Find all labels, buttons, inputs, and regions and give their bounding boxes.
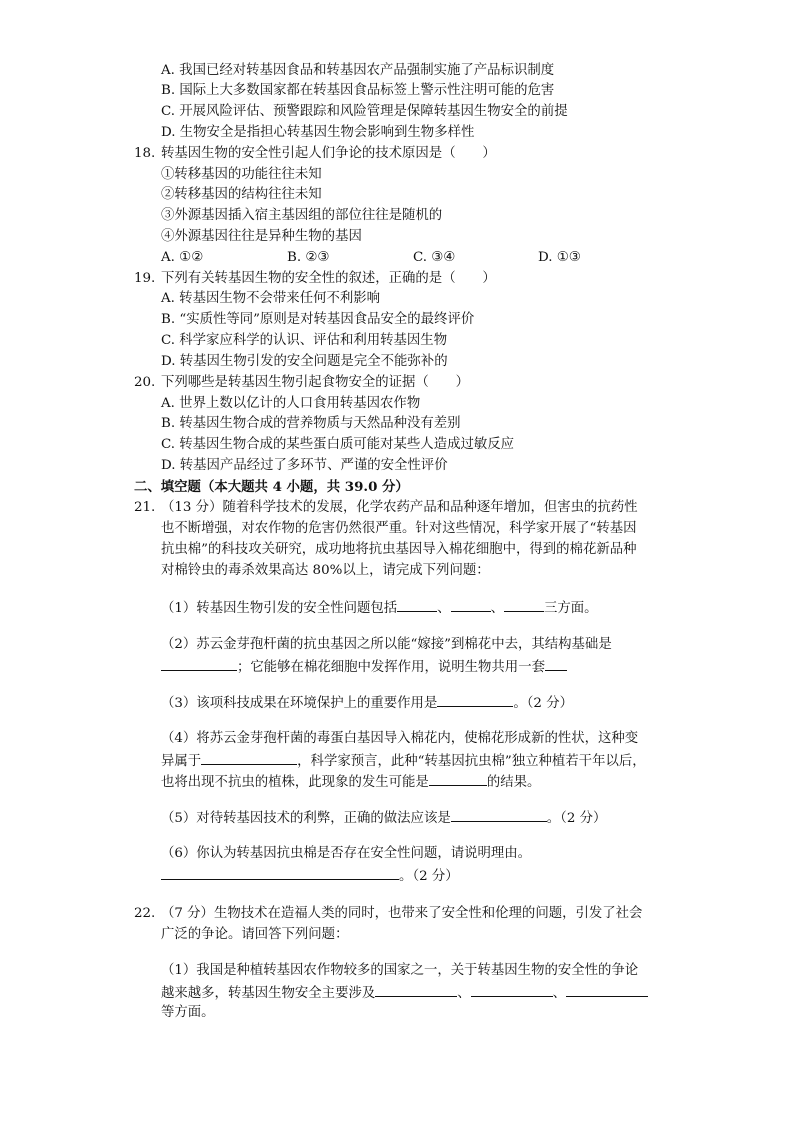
q19-option-c: C. 科学家应科学的认识、评估和利用转基因生物 — [161, 333, 448, 348]
q21-stem-line-1: （13 分）随着科学技术的发展，化学农药产品和品种逐年增加，但害虫的抗药性 — [161, 500, 638, 515]
q21-part-6-line-1: （6）你认为转基因抗虫棉是否存在安全性问题，请说明理由。 — [161, 846, 532, 861]
q21-part-3 — [161, 693, 573, 713]
q21-part-4-tail: 也将出现不抗虫的植株，此现象的发生可能是 — [161, 775, 429, 790]
q21-part-6-line-2 — [161, 866, 459, 886]
q21-part-4-mid: ，科学家预言，此种“转基因抗虫棉”独立种植若干年以后， — [297, 754, 646, 769]
q17-option-c: C. 开展风险评估、预警跟踪和风险管理是保障转基因生物安全的前提 — [161, 104, 568, 119]
q22-number: 22. — [134, 906, 156, 921]
q22-blank-1b[interactable] — [471, 983, 553, 997]
q22-part-1-line-1: （1）我国是种植转基因农作物较多的国家之一，关于转基因生物的安全性的争论 — [161, 963, 639, 978]
q22-part-1-sep-2: 、 — [552, 986, 567, 1001]
q21-blank-1c[interactable] — [504, 598, 544, 612]
q20-stem: 下列哪些是转基因生物引起食物安全的证据（ ） — [161, 375, 469, 390]
q21-part-3-text: （3）该项科技成果在环境保护上的重要作用是 — [161, 696, 438, 711]
q21-part-1-text: （1）转基因生物引发的安全性问题包括 — [161, 601, 398, 616]
q21-stem-line-2: 也不断增强，对农作物的危害仍然很严重。针对这些情况，科学家开展了“转基因 — [161, 521, 637, 536]
q21-part-4-line-1: （4）将苏云金芽孢杆菌的毒蛋白基因导入棉花内，使棉花形成新的性状，这种变 — [161, 731, 639, 746]
q21-part-2-line-1: （2）苏云金芽孢杆菌的抗虫基因之所以能“嫁接”到棉花中去，其结构基础是 — [161, 637, 612, 652]
q21-part-3-end: 。（2 分） — [513, 696, 573, 711]
q21-part-1 — [161, 598, 598, 618]
q21-part-2-line-2 — [161, 657, 567, 677]
q22-stem-line-2: 广泛的争论。请回答下列问题： — [161, 927, 349, 942]
q18-item-3: ③外源基因插入宿主基因组的部位往往是随机的 — [161, 208, 443, 223]
q21-part-4-line-2 — [161, 751, 646, 771]
q18-choice-d: D. ①③ — [538, 250, 581, 265]
q22-blank-1c[interactable] — [566, 983, 648, 997]
q21-blank-4a[interactable] — [201, 751, 297, 765]
q18-item-2: ②转移基因的结构往往未知 — [161, 187, 322, 202]
q22-part-1-line-3: 等方面。 — [161, 1005, 215, 1020]
q21-blank-1b[interactable] — [451, 598, 491, 612]
q21-stem-line-4: 对棉铃虫的毒杀效果高达 80%以上，请完成下列问题： — [161, 563, 490, 578]
q21-part-1-end: 三方面。 — [543, 601, 598, 616]
q19-stem: 下列有关转基因生物的安全性的叙述，正确的是（ ） — [161, 271, 496, 286]
q18-choice-b: B. ②③ — [287, 250, 330, 265]
q21-blank-4b[interactable] — [429, 772, 487, 786]
q22-blank-1a[interactable] — [375, 983, 457, 997]
q19-number: 19. — [134, 271, 156, 286]
q22-part-1-text: 越来越多，转基因生物安全主要涉及 — [161, 986, 376, 1001]
q21-part-5 — [161, 808, 606, 828]
q20-number: 20. — [134, 375, 156, 390]
q21-blank-2a[interactable] — [161, 657, 237, 671]
q21-part-5-end: 。（2 分） — [546, 811, 607, 826]
q21-blank-3[interactable] — [437, 693, 513, 707]
q21-part-1-sep-2: 、 — [490, 601, 504, 616]
q17-option-d: D. 生物安全是指担心转基因生物会影响到生物多样性 — [161, 125, 475, 140]
q18-item-4: ④外源基因往往是异种生物的基因 — [161, 229, 362, 244]
q20-option-a: A. 世界上数以亿计的人口食用转基因农作物 — [161, 396, 421, 411]
q21-part-4-line-3 — [161, 772, 540, 792]
q21-blank-5[interactable] — [451, 808, 547, 822]
q21-blank-1a[interactable] — [397, 598, 437, 612]
q22-stem-line-1: （7 分）生物技术在造福人类的同时，也带来了安全性和伦理的问题，引发了社会 — [161, 906, 643, 921]
q18-number: 18. — [134, 146, 156, 161]
section-heading-fill-in: 二、填空题（本大题共 4 小题，共 39.0 分） — [134, 479, 409, 495]
q21-part-1-sep-1: 、 — [437, 601, 451, 616]
q22-part-1-sep-1: 、 — [457, 986, 471, 1001]
q18-item-1: ①转移基因的功能往往未知 — [161, 167, 322, 182]
q18-stem: 转基因生物的安全性引起人们争论的技术原因是（ ） — [161, 146, 496, 161]
q18-choice-a: A. ①② — [161, 250, 204, 265]
q19-option-b: B. “实质性等同”原则是对转基因食品安全的最终评价 — [161, 312, 475, 327]
q21-blank-6[interactable] — [161, 866, 399, 880]
q21-number: 21. — [134, 500, 156, 515]
q19-option-d: D. 转基因生物引发的安全问题是完全不能弥补的 — [161, 354, 448, 369]
q21-part-5-text: （5）对待转基因技术的利弊，正确的做法应该是 — [161, 811, 451, 826]
q21-blank-2b[interactable] — [545, 657, 567, 671]
q20-option-b: B. 转基因生物合成的营养物质与天然品种没有差别 — [161, 416, 461, 431]
q22-part-1-line-2 — [161, 983, 648, 1003]
q19-option-a: A. 转基因生物不会带来任何不利影响 — [161, 291, 381, 306]
q17-option-a: A. 我国已经对转基因食品和转基因农产品强制实施了产品标识制度 — [161, 63, 555, 78]
q21-part-4-lead: 异属于 — [161, 754, 202, 769]
q20-option-c: C. 转基因生物合成的某些蛋白质可能对某些人造成过敏反应 — [161, 437, 515, 452]
q21-part-4-end: 的结果。 — [486, 775, 541, 790]
q18-choice-c: C. ③④ — [413, 250, 456, 265]
q21-stem-line-3: 抗虫棉”的科技攻关研究，成功地将抗虫基因导入棉花细胞中，得到的棉花新品种 — [161, 542, 637, 557]
q20-option-d: D. 转基因产品经过了多环节、严谨的安全性评价 — [161, 458, 448, 473]
q21-part-2-mid: ；它能够在棉花细胞中发挥作用，说明生物共用一套 — [237, 660, 545, 675]
q21-part-6-end: 。（2 分） — [399, 869, 459, 884]
q17-option-b: B. 国际上大多数国家都在转基因食品标签上警示性注明可能的危害 — [161, 83, 555, 98]
